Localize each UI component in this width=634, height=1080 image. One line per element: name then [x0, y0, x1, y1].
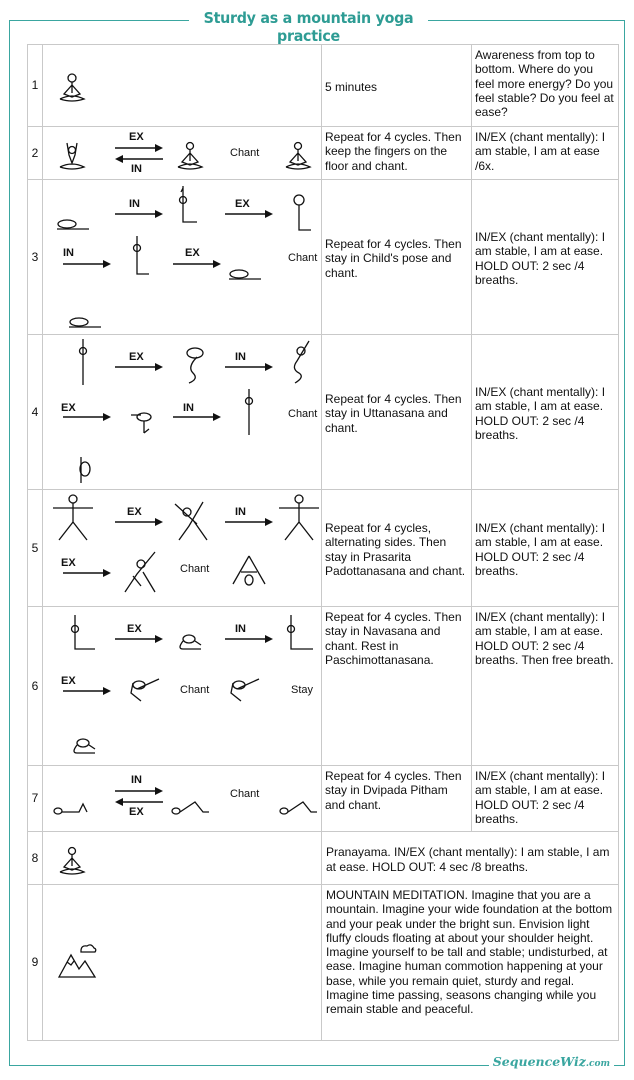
- seated-arms-up-icon: [67, 613, 97, 653]
- in-label: IN: [63, 247, 74, 259]
- breath-cell: IN/EX (chant mentally): I am stable, I am at ease. HOLD OUT: 2 sec /4 breaths.: [472, 490, 619, 607]
- kneeling-arms-up-icon: [57, 141, 87, 171]
- instruction-cell: Repeat for 4 cycles. Then stay in Navasana and chant. Rest in Paschimottanasana.: [322, 607, 472, 766]
- row-number: 7: [28, 766, 43, 832]
- row-number: 3: [28, 180, 43, 335]
- table-row: [28, 490, 619, 607]
- bridge-pose-icon: [171, 798, 211, 816]
- figure-cell: [43, 832, 322, 885]
- figure-cell: [43, 335, 322, 490]
- instruction-cell: MOUNTAIN MEDITATION. Imagine that you are a mountain. Imagine your wide foundation at the bottom and your peak under the bright sun. Envision light fluffy clouds floating at about your shoulder height. Imagine yourself to be tall and stable; undisturbed, at ease. Imagine human commotion happening at your base, while you remain quiet, sturdy and regal. Imagine time passing, seasons changing while you remain stable and peaceful.: [322, 885, 619, 1041]
- ex-label: EX: [185, 247, 200, 259]
- figure-cell: [43, 127, 322, 180]
- ex-label: EX: [129, 351, 144, 363]
- figure-cell: [43, 490, 322, 607]
- uttanasana-icon: [75, 455, 95, 485]
- row-number: 8: [28, 832, 43, 885]
- standing-arms-up-icon: [73, 339, 93, 387]
- figure-cell: [43, 766, 322, 832]
- row-number: 5: [28, 490, 43, 607]
- brand-suffix: .com: [585, 1059, 610, 1069]
- standing-arms-up-icon: [239, 389, 259, 437]
- arrow-right-icon: [61, 685, 113, 697]
- table-row: [28, 766, 619, 832]
- arrow-right-icon: [223, 361, 275, 373]
- seated-meditation-icon: [57, 73, 87, 103]
- chant-label: Chant: [288, 408, 318, 420]
- breath-cell: IN/EX (chant mentally): I am stable, I am at ease. HOLD OUT: 2 sec /4 breaths. Then free breath.: [472, 607, 619, 766]
- arrow-right-icon: [223, 516, 275, 528]
- chant-label: Chant: [180, 684, 210, 696]
- ex-label: EX: [129, 806, 144, 818]
- instruction-cell: Repeat for 4 cycles. Then stay in Dvipada Pitham and chant.: [322, 766, 472, 832]
- ex-label: EX: [127, 506, 142, 518]
- forward-bend-icon: [179, 345, 209, 385]
- arrow-right-icon: [113, 208, 165, 220]
- kneeling-upright-icon: [123, 234, 153, 284]
- table-row: [28, 180, 619, 335]
- arrow-right-icon: [113, 516, 165, 528]
- kneeling-forward-icon: [283, 194, 313, 234]
- in-label: IN: [235, 623, 246, 635]
- brand-logo[interactable]: [489, 1054, 614, 1069]
- twist-forward-icon: [121, 550, 161, 592]
- ex-label: EX: [61, 402, 76, 414]
- chant-label: Chant: [230, 788, 260, 800]
- breath-cell: IN/EX (chant mentally): I am stable, I am at ease /6x.: [472, 127, 619, 180]
- arrow-right-icon: [113, 633, 165, 645]
- seated-forward-bend-icon: [175, 633, 205, 653]
- row-number: 2: [28, 127, 43, 180]
- brand-name: SequenceWiz: [492, 1054, 586, 1069]
- instruction-cell: Repeat for 4 cycles. Then stay in Uttanasana and chant.: [322, 335, 472, 490]
- table-row: [28, 127, 619, 180]
- table-row: [28, 607, 619, 766]
- breath-cell: IN/EX (chant mentally): I am stable, I am at ease. HOLD OUT: 2 sec /4 breaths.: [472, 766, 619, 832]
- wide-stance-arms-out-icon: [279, 494, 319, 542]
- row-number: 4: [28, 335, 43, 490]
- mountain-icon: [57, 943, 97, 981]
- row-number: 6: [28, 607, 43, 766]
- forward-fold-icon: [129, 411, 159, 435]
- kneeling-upright-icon: [169, 186, 199, 234]
- ex-label: EX: [235, 198, 250, 210]
- in-label: IN: [131, 163, 142, 175]
- childs-pose-icon: [227, 268, 263, 282]
- stay-label: Stay: [291, 684, 314, 696]
- figure-cell: [43, 45, 322, 127]
- breath-cell: IN/EX (chant mentally): I am stable, I am at ease. HOLD OUT: 2 sec /4 breaths.: [472, 335, 619, 490]
- ex-label: EX: [61, 557, 76, 569]
- prasarita-padottanasana-icon: [229, 554, 269, 588]
- instruction-cell: 5 minutes: [322, 45, 472, 127]
- ex-label: EX: [61, 675, 76, 687]
- childs-pose-icon: [55, 218, 91, 232]
- row-number: 1: [28, 45, 43, 127]
- half-lift-icon: [287, 339, 317, 385]
- seated-meditation-icon: [175, 141, 205, 171]
- seated-meditation-icon: [57, 846, 87, 876]
- in-label: IN: [235, 351, 246, 363]
- in-label: IN: [129, 198, 140, 210]
- navasana-icon: [129, 675, 163, 703]
- in-label: IN: [235, 506, 246, 518]
- chant-label: Chant: [180, 563, 210, 575]
- twist-forward-icon: [173, 500, 213, 540]
- arrow-right-icon: [61, 411, 113, 423]
- sequence-table: [27, 44, 619, 1041]
- wide-stance-arms-out-icon: [53, 494, 93, 542]
- row-number: 9: [28, 885, 43, 1041]
- chant-label: Chant: [288, 252, 318, 264]
- arrow-right-icon: [223, 633, 275, 645]
- instruction-cell: Repeat for 4 cycles. Then stay in Child's pose and chant.: [322, 180, 472, 335]
- in-label: IN: [183, 402, 194, 414]
- arrow-right-icon: [61, 567, 113, 579]
- lying-knees-bent-icon: [53, 802, 91, 816]
- figure-cell: [43, 180, 322, 335]
- instruction-cell: Repeat for 4 cycles, alternating sides. Then stay in Prasarita Padottanasana and chant.: [322, 490, 472, 607]
- ex-label: EX: [129, 131, 144, 143]
- instruction-cell: Repeat for 4 cycles. Then keep the fingers on the floor and chant.: [322, 127, 472, 180]
- arrow-right-icon: [171, 411, 223, 423]
- figure-cell: [43, 607, 322, 766]
- seated-arms-up-icon: [283, 613, 317, 653]
- arrow-right-icon: [223, 208, 275, 220]
- page-title: Sturdy as a mountain yoga practice: [203, 9, 414, 45]
- breath-cell: IN/EX (chant mentally): I am stable, I am at ease. HOLD OUT: 2 sec /4 breaths.: [472, 180, 619, 335]
- table-row: [28, 335, 619, 490]
- bridge-pose-icon: [279, 798, 319, 816]
- instruction-cell: Pranayama. IN/EX (chant mentally): I am stable, I am at ease. HOLD OUT: 4 sec /8 breaths.: [322, 832, 619, 885]
- table-row: [28, 885, 619, 1041]
- table-row: [28, 832, 619, 885]
- ex-label: EX: [127, 623, 142, 635]
- arrow-right-icon: [61, 258, 113, 270]
- in-label: IN: [131, 774, 142, 786]
- seated-meditation-icon: [283, 141, 313, 171]
- childs-pose-icon: [67, 316, 103, 330]
- arrow-right-icon: [171, 258, 223, 270]
- paschimottanasana-icon: [69, 737, 99, 757]
- chant-label: Chant: [230, 147, 260, 159]
- arrow-right-icon: [113, 361, 165, 373]
- breath-cell: Awareness from top to bottom. Where do you feel more energy? Do you feel stable? Do you feel at ease?: [472, 45, 619, 127]
- navasana-icon: [229, 675, 263, 703]
- table-row: [28, 45, 619, 127]
- figure-cell: [43, 885, 322, 1041]
